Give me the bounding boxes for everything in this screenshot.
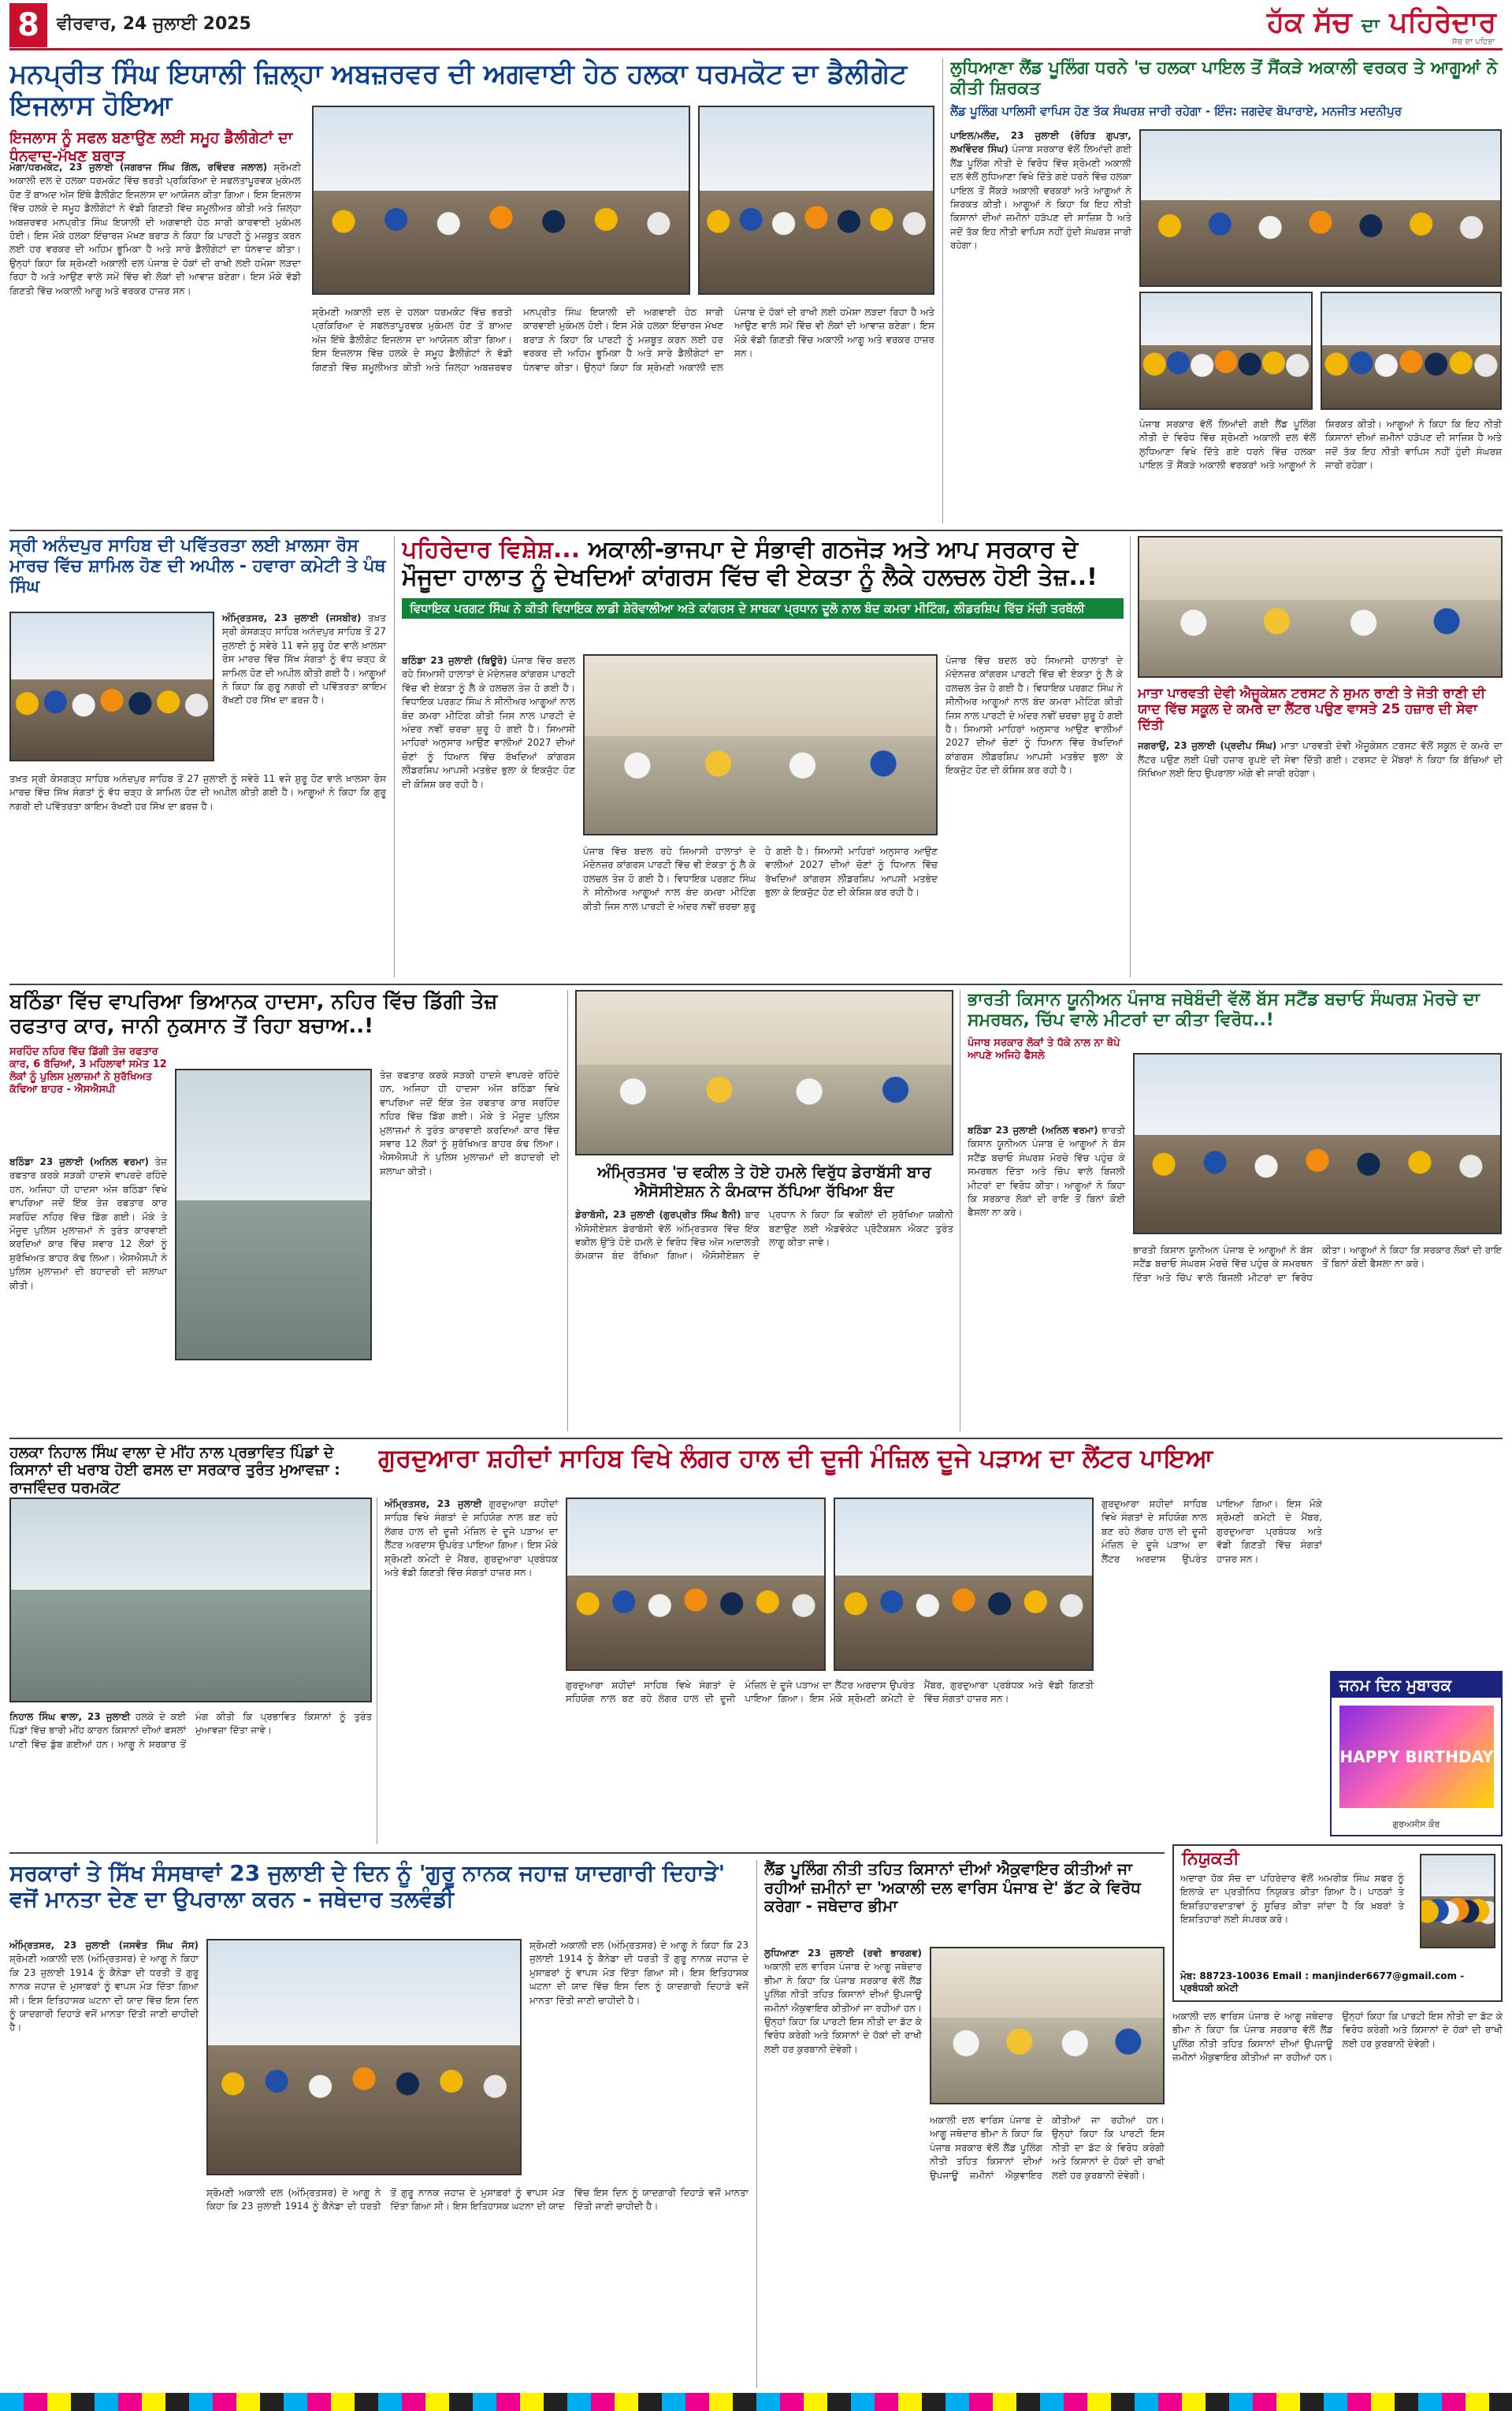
tagline: ਸੱਚ ਦਾ ਪਹਿਰਾ xyxy=(1451,38,1495,47)
photo-press-conference xyxy=(930,1947,1165,2104)
photo-meeting xyxy=(583,654,938,835)
headline: ਬਠਿੰਡਾ ਵਿੱਚ ਵਾਪਰਿਆ ਭਿਆਨਕ ਹਾਦਸਾ, ਨਹਿਰ ਵਿੱਚ ਡਿੱਗੀ ਤੇਜ਼ ਰਫਤਾਰ ਕਾਰ, ਜਾਨੀ ਨੁਕਸਾਨ ਤੋਂ ਰਿਹਾ ਬਚਾਅ..! xyxy=(9,990,498,1038)
photo-appointee xyxy=(1420,1854,1495,1948)
dateline: ਬਠਿੰਡਾ 23 ਜੁਲਾਈ (ਬਿਊਰੋ) xyxy=(402,655,507,666)
article-langar-headline xyxy=(378,1444,1503,1494)
body-continued: ਤੇਜ਼ ਰਫਤਾਰ ਕਰਕੇ ਸੜਕੀ ਹਾਦਸੇ ਵਾਪਰਦੇ ਰਹਿੰਦੇ ਹਨ, ਅਜਿਹਾ ਹੀ ਹਾਦਸਾ ਅੱਜ ਬਠਿੰਡਾ ਵਿਖੇ ਵਾਪਰਿਆ ਜਦੋਂ ਇੱਕ ਤੇਜ਼ ਰਫਤਾਰ ਕਾਰ ਸਰਹਿੰਦ ਨਹਿਰ ਵਿੱਚ ਡਿੱਗ ਗਈ। ਮੌਕੇ ਤੇ ਮੌਜੂਦ ਪੁਲਿਸ ਮੁਲਾਜ਼ਮਾਂ ਨੇ ਤੁਰੰਤ ਕਾਰਵਾਈ ਕਰਦਿਆਂ ਕਾਰ ਵਿੱਚ ਸਵਾਰ 12 ਲੋਕਾਂ ਨੂੰ ਸੁਰੱਖਿਅਤ ਬਾਹਰ ਕੱਢ ਲਿਆ। ਐਸਐਸਪੀ ਨੇ ਪੁਲਿਸ ਮੁਲਾਜ਼ਮਾਂ ਦੀ ਬਹਾਦਰੀ ਦੀ ਸ਼ਲਾਘਾ ਕੀਤੀ। xyxy=(380,1070,559,1177)
logo-mid: ਦਾ xyxy=(1362,14,1380,36)
dateline: ਬਠਿੰਡਾ 23 ਜੁਲਾਈ (ਅਨਿਲ ਵਰਮਾ) xyxy=(968,1125,1098,1136)
headline: ਅਕਾਲੀ-ਭਾਜਪਾ ਦੇ ਸੰਭਾਵੀ ਗਠਜੋੜ ਅਤੇ ਆਪ ਸਰਕਾਰ ਦੇ ਮੌਜੂਦਾ ਹਾਲਾਤ ਨੂੰ ਦੇਖਦਿਆਂ ਕਾਂਗਰਸ ਵਿੱਚ ਵੀ ਏਕਤਾ ਨੂੰ ਲੈਕੇ ਹਲਚਲ ਹੋਈ ਤੇਜ਼..! xyxy=(402,536,1098,592)
article-bar-association xyxy=(575,990,953,1431)
body: ਮਾਤਾ ਪਾਰਵਤੀ ਦੇਵੀ ਐਜੂਕੇਸ਼ਨ ਟਰਸਟ ਵੱਲੋਂ ਸਕੂਲ ਦੇ ਕਮਰੇ ਦਾ ਲੈਂਟਰ ਪਉਣ ਲਈ ਪੱਚੀ ਹਜ਼ਾਰ ਰੁਪਏ ਦੀ ਸੇਵਾ ਦਿੱਤੀ ਗਈ। ਟਰਸਟ ਦੇ ਮੈਂਬਰਾਂ ਨੇ ਕਿਹਾ ਕਿ ਬੱਚਿਆਂ ਦੀ ਸਿੱਖਿਆ ਲਈ ਇਹ ਉਪਰਾਲਾ ਅੱਗੇ ਵੀ ਜਾਰੀ ਰਹੇਗਾ। xyxy=(1138,740,1503,779)
body-continued: ਪੰਜਾਬ ਸਰਕਾਰ ਵੱਲੋਂ ਲਿਆਂਦੀ ਗਈ ਲੈਂਡ ਪੂਲਿੰਗ ਨੀਤੀ ਦੇ ਵਿਰੋਧ ਵਿੱਚ ਸ਼੍ਰੋਮਣੀ ਅਕਾਲੀ ਦਲ ਵੱਲੋਂ ਲੁਧਿਆਣਾ ਵਿਖੇ ਦਿੱਤੇ ਗਏ ਧਰਨੇ ਵਿੱਚ ਹਲਕਾ ਪਾਇਲ ਤੋਂ ਸੈਂਕੜੇ ਅਕਾਲੀ ਵਰਕਰਾਂ ਅਤੇ ਆਗੂਆਂ ਨੇ ਸ਼ਿਰਕਤ ਕੀਤੀ। ਆਗੂਆਂ ਨੇ ਕਿਹਾ ਕਿ ਇਹ ਨੀਤੀ ਕਿਸਾਨਾਂ ਦੀਆਂ ਜ਼ਮੀਨਾਂ ਹੜੱਪਣ ਦੀ ਸਾਜ਼ਿਸ਼ ਹੈ ਅਤੇ ਜਦੋਂ ਤੱਕ ਇਹ ਨੀਤੀ ਵਾਪਿਸ ਨਹੀਂ ਹੁੰਦੀ ਸੰਘਰਸ਼ ਜਾਰੀ ਰਹੇਗਾ। xyxy=(1139,419,1502,471)
article-land-pooling xyxy=(764,1860,1165,2388)
body-col-right: ਅਕਾਲੀ ਦਲ ਵਾਰਿਸ ਪੰਜਾਬ ਦੇ ਆਗੂ ਜਥੇਦਾਰ ਭੀਮਾ ਨੇ ਕਿਹਾ ਕਿ ਪੰਜਾਬ ਸਰਕਾਰ ਵੱਲੋਂ ਲੈਂਡ ਪੂਲਿੰਗ ਨੀਤੀ ਤਹਿਤ ਕਿਸਾਨਾਂ ਦੀਆਂ ਉਪਜਾਊ ਜ਼ਮੀਨਾਂ ਐਕੁਵਾਇਰ ਕੀਤੀਆਂ ਜਾ ਰਹੀਆਂ ਹਨ। ਉਨ੍ਹਾਂ ਕਿਹਾ ਕਿ ਪਾਰਟੀ ਇਸ ਨੀਤੀ ਦਾ ਡੱਟ ਕੇ ਵਿਰੋਧ ਕਰੇਗੀ ਅਤੇ ਕਿਸਾਨਾਂ ਦੇ ਹੱਕਾਂ ਦੀ ਰਾਖੀ ਲਈ ਹਰ ਕੁਰਬਾਨੀ ਦੇਵੇਗੀ। xyxy=(1172,2011,1503,2063)
photo-workers xyxy=(1321,292,1502,410)
headline: ਗੁਰਦੁਆਰਾ ਸ਼ਹੀਦਾਂ ਸਾਹਿਬ ਵਿਖੇ ਲੰਗਰ ਹਾਲ ਦੀ ਦੂਜੀ ਮੰਜ਼ਿਲ ਦੂਜੇ ਪੜਾਅ ਦਾ ਲੈਂਟਰ ਪਾਇਆ xyxy=(378,1444,1213,1473)
article-guru-nanak-jahaz xyxy=(9,1860,750,2388)
body: ਅਕਾਲੀ ਦਲ ਵਾਰਿਸ ਪੰਜਾਬ ਦੇ ਆਗੂ ਜਥੇਦਾਰ ਭੀਮਾ ਨੇ ਕਿਹਾ ਕਿ ਪੰਜਾਬ ਸਰਕਾਰ ਵੱਲੋਂ ਲੈਂਡ ਪੂਲਿੰਗ ਨੀਤੀ ਤਹਿਤ ਕਿਸਾਨਾਂ ਦੀਆਂ ਉਪਜਾਊ ਜ਼ਮੀਨਾਂ ਐਕੁਵਾਇਰ ਕੀਤੀਆਂ ਜਾ ਰਹੀਆਂ ਹਨ। ਉਨ੍ਹਾਂ ਕਿਹਾ ਕਿ ਪਾਰਟੀ ਇਸ ਨੀਤੀ ਦਾ ਡੱਟ ਕੇ ਵਿਰੋਧ ਕਰੇਗੀ ਅਤੇ ਕਿਸਾਨਾਂ ਦੇ ਹੱਕਾਂ ਦੀ ਰਾਖੀ ਲਈ ਹਰ ਕੁਰਬਾਨੀ ਦੇਵੇਗੀ। xyxy=(764,1961,922,2055)
body: ਗੁਰਦੁਆਰਾ ਸ਼ਹੀਦਾਂ ਸਾਹਿਬ ਵਿਖੇ ਸੰਗਤਾਂ ਦੇ ਸਹਿਯੋਗ ਨਾਲ ਬਣ ਰਹੇ ਲੰਗਰ ਹਾਲ ਦੀ ਦੂਜੀ ਮੰਜ਼ਿਲ ਦੇ ਦੂਜੇ ਪੜਾਅ ਦਾ ਲੈਂਟਰ ਅਰਦਾਸ ਉਪਰੰਤ ਪਾਇਆ ਗਿਆ। ਇਸ ਮੌਕੇ ਸ਼੍ਰੋਮਣੀ ਕਮੇਟੀ ਦੇ ਮੈਂਬਰ, ਗੁਰਦੁਆਰਾ ਪ੍ਰਬੰਧਕ ਅਤੇ ਵੱਡੀ ਗਿਣਤੀ ਵਿੱਚ ਸੰਗਤਾਂ ਹਾਜ਼ਰ ਸਨ। xyxy=(385,1498,558,1578)
dateline: ਬਠਿੰਡਾ 23 ਜੁਲਾਈ (ਅਨਿਲ ਵਰਮਾ) xyxy=(9,1156,149,1167)
logo-left: ਹੱਕ ਸੱਚ xyxy=(1267,6,1352,39)
dateline: ਲੁਧਿਆਣਾ 23 ਜੁਲਾਈ (ਰਵੀ ਭਾਰਗਵ) xyxy=(764,1948,922,1959)
photo-dharna xyxy=(1139,129,1502,287)
subhead: ਲੈਂਡ ਪੂਲਿੰਗ ਪਾਲਿਸੀ ਵਾਪਿਸ ਹੋਣ ਤੱਕ ਸੰਘਰਸ਼ ਜਾਰੀ ਰਹੇਗਾ - ਇੰਜ: ਜਗਦੇਵ ਬੋਪਾਰਾਏ, ਮਨਜੀਤ ਮਦਨੀਪੁਰ xyxy=(950,103,1402,118)
headline: ਸਰਕਾਰਾਂ ਤੇ ਸਿੱਖ ਸੰਸਥਾਵਾਂ 23 ਜੁਲਾਈ ਦੇ ਦਿਨ ਨੂੰ 'ਗੁਰੂ ਨਾਨਕ ਜਹਾਜ਼ ਯਾਦਗਾਰੀ ਦਿਹਾੜੇ' ਵਜੋਂ ਮਾਨਤਾ ਦੇਣ ਦਾ ਉਪਰਾਲਾ ਕਰਨ - ਜਥੇਦਾਰ ਤਲਵੰਡੀ xyxy=(9,1860,726,1913)
body-col3: ਸ਼੍ਰੋਮਣੀ ਅਕਾਲੀ ਦਲ (ਅੰਮ੍ਰਿਤਸਰ) ਦੇ ਆਗੂ ਨੇ ਕਿਹਾ ਕਿ 23 ਜੁਲਾਈ 1914 ਨੂੰ ਕੈਨੇਡਾ ਦੀ ਧਰਤੀ ਤੋਂ ਗੁਰੂ ਨਾਨਕ ਜਹਾਜ਼ ਦੇ ਮੁਸਾਫ਼ਰਾਂ ਨੂੰ ਵਾਪਸ ਮੋੜ ਦਿੱਤਾ ਗਿਆ ਸੀ। ਇਸ ਇਤਿਹਾਸਕ ਘਟਨਾ ਦੀ ਯਾਦ ਵਿੱਚ ਇਸ ਦਿਨ ਨੂੰ ਯਾਦਗਾਰੀ ਦਿਹਾੜੇ ਵਜੋਂ ਮਾਨਤਾ ਦਿੱਤੀ ਜਾਣੀ ਚਾਹੀਦੀ ਹੈ। xyxy=(529,1940,749,2006)
photo-car-canal xyxy=(175,1069,372,1360)
body: ਤਖ਼ਤ ਸ੍ਰੀ ਕੇਸਗੜ੍ਹ ਸਾਹਿਬ ਅਨੰਦਪੁਰ ਸਾਹਿਬ ਤੋਂ 27 ਜੁਲਾਈ ਨੂੰ ਸਵੇਰੇ 11 ਵਜੇ ਸ਼ੁਰੂ ਹੋਣ ਵਾਲੇ ਖ਼ਾਲਸਾ ਰੋਸ ਮਾਰਚ ਵਿੱਚ ਸਿੱਖ ਸੰਗਤਾਂ ਨੂੰ ਵੱਧ ਚੜ੍ਹ ਕੇ ਸ਼ਾਮਿਲ ਹੋਣ ਦੀ ਅਪੀਲ ਕੀਤੀ ਗਈ ਹੈ। ਆਗੂਆਂ ਨੇ ਕਿਹਾ ਕਿ ਗੁਰੂ ਨਗਰੀ ਦੀ ਪਵਿੱਤਰਤਾ ਕਾਇਮ ਰੱਖਣੀ ਹਰ ਸਿੱਖ ਦਾ ਫ਼ਰਜ਼ ਹੈ। xyxy=(222,612,386,706)
headline: ਮਾਤਾ ਪਾਰਵਤੀ ਦੇਵੀ ਐਜੂਕੇਸ਼ਨ ਟਰਸਟ ਨੇ ਸੁਮਨ ਰਾਣੀ ਤੇ ਜੋਤੀ ਰਾਣੀ ਦੀ ਯਾਦ ਵਿੱਚ ਸਕੂਲ ਦੇ ਕਮਰੇ ਦਾ ਲੈਂਟਰ ਪਉਣ ਵਾਸਤੇ 25 ਹਜ਼ਾਰ ਦੀ ਸੇਵਾ ਦਿੱਤੀ xyxy=(1138,686,1486,734)
article-dharamkot xyxy=(9,58,935,523)
article-anandpur xyxy=(9,536,388,977)
body: ਤੇਜ਼ ਰਫਤਾਰ ਕਰਕੇ ਸੜਕੀ ਹਾਦਸੇ ਵਾਪਰਦੇ ਰਹਿੰਦੇ ਹਨ, ਅਜਿਹਾ ਹੀ ਹਾਦਸਾ ਅੱਜ ਬਠਿੰਡਾ ਵਿਖੇ ਵਾਪਰਿਆ ਜਦੋਂ ਇੱਕ ਤੇਜ਼ ਰਫਤਾਰ ਕਾਰ ਸਰਹਿੰਦ ਨਹਿਰ ਵਿੱਚ ਡਿੱਗ ਗਈ। ਮੌਕੇ ਤੇ ਮੌਜੂਦ ਪੁਲਿਸ ਮੁਲਾਜ਼ਮਾਂ ਨੇ ਤੁਰੰਤ ਕਾਰਵਾਈ ਕਰਦਿਆਂ ਕਾਰ ਵਿੱਚ ਸਵਾਰ 12 ਲੋਕਾਂ ਨੂੰ ਸੁਰੱਖਿਅਤ ਬਾਹਰ ਕੱਢ ਲਿਆ। ਐਸਐਸਪੀ ਨੇ ਪੁਲਿਸ ਮੁਲਾਜ਼ਮਾਂ ਦੀ ਬਹਾਦਰੀ ਦੀ ਸ਼ਲਾਘਾ ਕੀਤੀ। xyxy=(9,1156,167,1291)
article-land-pooling-cont xyxy=(1172,2010,1503,2388)
birthday-name: ਗੁਰਅਸੀਸ ਕੌਰ xyxy=(1392,1819,1440,1829)
dateline: ਡੇਰਾਬੱਸੀ, 23 ਜੁਲਾਈ (ਗੁਰਪ੍ਰੀਤ ਸਿੰਘ ਬੈਨੀ) xyxy=(575,1209,741,1221)
color-registration-strip xyxy=(0,2393,1512,2411)
dateline: ਅੰਮ੍ਰਿਤਸਰ, 23 ਜੁਲਾਈ xyxy=(385,1498,482,1509)
newspaper-logo xyxy=(1267,6,1496,39)
body-continued: ਤਖ਼ਤ ਸ੍ਰੀ ਕੇਸਗੜ੍ਹ ਸਾਹਿਬ ਅਨੰਦਪੁਰ ਸਾਹਿਬ ਤੋਂ 27 ਜੁਲਾਈ ਨੂੰ ਸਵੇਰੇ 11 ਵਜੇ ਸ਼ੁਰੂ ਹੋਣ ਵਾਲੇ ਖ਼ਾਲਸਾ ਰੋਸ ਮਾਰਚ ਵਿੱਚ ਸਿੱਖ ਸੰਗਤਾਂ ਨੂੰ ਵੱਧ ਚੜ੍ਹ ਕੇ ਸ਼ਾਮਿਲ ਹੋਣ ਦੀ ਅਪੀਲ ਕੀਤੀ ਗਈ ਹੈ। ਆਗੂਆਂ ਨੇ ਕਿਹਾ ਕਿ ਗੁਰੂ ਨਗਰੀ ਦੀ ਪਵਿੱਤਰਤਾ ਕਾਇਮ ਰੱਖਣੀ ਹਰ ਸਿੱਖ ਦਾ ਫ਼ਰਜ਼ ਹੈ। xyxy=(9,773,386,812)
body-col3: ਪੰਜਾਬ ਵਿੱਚ ਬਦਲ ਰਹੇ ਸਿਆਸੀ ਹਾਲਾਤਾਂ ਦੇ ਮੱਦੇਨਜ਼ਰ ਕਾਂਗਰਸ ਪਾਰਟੀ ਵਿੱਚ ਵੀ ਏਕਤਾ ਨੂੰ ਲੈ ਕੇ ਹਲਚਲ ਤੇਜ਼ ਹੋ ਗਈ ਹੈ। ਵਿਧਾਇਕ ਪਰਗਟ ਸਿੰਘ ਨੇ ਸੀਨੀਅਰ ਆਗੂਆਂ ਨਾਲ ਬੰਦ ਕਮਰਾ ਮੀਟਿੰਗ ਕੀਤੀ ਜਿਸ ਨਾਲ ਪਾਰਟੀ ਦੇ ਅੰਦਰ ਨਵੀਂ ਚਰਚਾ ਸ਼ੁਰੂ ਹੋ ਗਈ ਹੈ। ਸਿਆਸੀ ਮਾਹਿਰਾਂ ਅਨੁਸਾਰ ਆਉਣ ਵਾਲੀਆਂ 2027 ਦੀਆਂ ਚੋਣਾਂ ਨੂੰ ਧਿਆਨ ਵਿੱਚ ਰੱਖਦਿਆਂ ਕਾਂਗਰਸ ਲੀਡਰਸ਼ਿਪ ਆਪਸੀ ਮਤਭੇਦ ਭੁਲਾ ਕੇ ਇਕਜੁੱਟ ਹੋਣ ਦੀ ਕੋਸ਼ਿਸ਼ ਕਰ ਰਹੀ ਹੈ। xyxy=(945,655,1123,776)
headline: ਮਨਪ੍ਰੀਤ ਸਿੰਘ ਇਯਾਲੀ ਜ਼ਿਲ੍ਹਾ ਅਬਜ਼ਰਵਰ ਦੀ ਅਗਵਾਈ ਹੇਠ ਹਲਕਾ ਧਰਮਕੋਟ ਦਾ ਡੈਲੀਗੇਟ ਇਜਲਾਸ ਹੋਇਆ xyxy=(9,58,907,122)
photo-flooded-field xyxy=(9,1498,372,1702)
photo-leaders xyxy=(1139,292,1313,410)
headline: ਸ੍ਰੀ ਅਨੰਦਪੁਰ ਸਾਹਿਬ ਦੀ ਪਵਿੱਤਰਤਾ ਲਈ ਖ਼ਾਲਸਾ ਰੋਸ ਮਾਰਚ ਵਿੱਚ ਸ਼ਾਮਿਲ ਹੋਣ ਦੀ ਅਪੀਲ - ਹਵਾਰਾ ਕਮੇਟੀ ਤੇ ਪੰਥ ਸਿੰਘ xyxy=(9,536,386,597)
body-continued: ਅਕਾਲੀ ਦਲ ਵਾਰਿਸ ਪੰਜਾਬ ਦੇ ਆਗੂ ਜਥੇਦਾਰ ਭੀਮਾ ਨੇ ਕਿਹਾ ਕਿ ਪੰਜਾਬ ਸਰਕਾਰ ਵੱਲੋਂ ਲੈਂਡ ਪੂਲਿੰਗ ਨੀਤੀ ਤਹਿਤ ਕਿਸਾਨਾਂ ਦੀਆਂ ਉਪਜਾਊ ਜ਼ਮੀਨਾਂ ਐਕੁਵਾਇਰ ਕੀਤੀਆਂ ਜਾ ਰਹੀਆਂ ਹਨ। ਉਨ੍ਹਾਂ ਕਿਹਾ ਕਿ ਪਾਰਟੀ ਇਸ ਨੀਤੀ ਦਾ ਡੱਟ ਕੇ ਵਿਰੋਧ ਕਰੇਗੀ ਅਤੇ ਕਿਸਾਨਾਂ ਦੇ ਹੱਕਾਂ ਦੀ ਰਾਖੀ ਲਈ ਹਰ ਕੁਰਬਾਨੀ ਦੇਵੇਗੀ। xyxy=(930,2115,1165,2181)
body: ਸ਼੍ਰੋਮਣੀ ਅਕਾਲੀ ਦਲ ਦੇ ਹਲਕਾ ਧਰਮਕੋਟ ਵਿੱਚ ਭਰਤੀ ਪ੍ਰਕਿਰਿਆ ਦੇ ਸਫਲਤਾਪੂਰਵਕ ਮੁਕੰਮਲ ਹੋਣ ਤੋਂ ਬਾਅਦ ਅੱਜ ਇੱਥੇ ਡੈਲੀਗੇਟ ਇਜਲਾਸ ਦਾ ਆਯੋਜਨ ਕੀਤਾ ਗਿਆ। ਇਸ ਇਜਲਾਸ ਵਿੱਚ ਹਲਕੇ ਦੇ ਸਮੂਹ ਡੈਲੀਗੇਟਾਂ ਨੇ ਵੱਡੀ ਗਿਣਤੀ ਵਿੱਚ ਸ਼ਮੂਲੀਅਤ ਕੀਤੀ ਅਤੇ ਜ਼ਿਲ੍ਹਾ ਅਬਜ਼ਰਵਰ ਮਨਪ੍ਰੀਤ ਸਿੰਘ ਇਯਾਲੀ ਦੀ ਅਗਵਾਈ ਹੇਠ ਸਾਰੀ ਕਾਰਵਾਈ ਮੁਕੰਮਲ ਹੋਈ। ਇਸ ਮੌਕੇ ਹਲਕਾ ਇੰਚਾਰਜ ਮੱਖਣ ਬਰਾੜ ਨੇ ਕਿਹਾ ਕਿ ਪਾਰਟੀ ਨੂੰ ਮਜ਼ਬੂਤ ਕਰਨ ਲਈ ਹਰ ਵਰਕਰ ਦੀ ਅਹਿਮ ਭੂਮਿਕਾ ਹੈ ਅਤੇ ਸਾਰੇ ਡੈਲੀਗੇਟਾਂ ਦਾ ਧੰਨਵਾਦ ਕੀਤਾ। ਉਨ੍ਹਾਂ ਕਿਹਾ ਕਿ ਸ਼੍ਰੋਮਣੀ ਅਕਾਲੀ ਦਲ ਪੰਜਾਬ ਦੇ ਹੱਕਾਂ ਦੀ ਰਾਖੀ ਲਈ ਹਮੇਸ਼ਾ ਲੜਦਾ ਰਿਹਾ ਹੈ ਅਤੇ ਆਉਣ ਵਾਲੇ ਸਮੇਂ ਵਿੱਚ ਵੀ ਲੋਕਾਂ ਦੀ ਆਵਾਜ਼ ਬਣੇਗਾ। ਇਸ ਮੌਕੇ ਵੱਡੀ ਗਿਣਤੀ ਵਿੱਚ ਅਕਾਲੀ ਆਗੂ ਅਤੇ ਵਰਕਰ ਹਾਜ਼ਰ ਸਨ। xyxy=(9,162,301,296)
photo-stage xyxy=(698,106,934,295)
appointment-phone: ਮੋਬ: 88723-10036 xyxy=(1180,1970,1269,1981)
subhead: ਪੰਜਾਬ ਸਰਕਾਰ ਲੋਕਾਂ ਤੇ ਧੱਕੇ ਨਾਲ ਨਾ ਥੋਪੇ ਆਪਣੇ ਅਜਿਹੇ ਫੈਸਲੇ xyxy=(968,1036,1120,1062)
body-continued: ਪੰਜਾਬ ਵਿੱਚ ਬਦਲ ਰਹੇ ਸਿਆਸੀ ਹਾਲਾਤਾਂ ਦੇ ਮੱਦੇਨਜ਼ਰ ਕਾਂਗਰਸ ਪਾਰਟੀ ਵਿੱਚ ਵੀ ਏਕਤਾ ਨੂੰ ਲੈ ਕੇ ਹਲਚਲ ਤੇਜ਼ ਹੋ ਗਈ ਹੈ। ਵਿਧਾਇਕ ਪਰਗਟ ਸਿੰਘ ਨੇ ਸੀਨੀਅਰ ਆਗੂਆਂ ਨਾਲ ਬੰਦ ਕਮਰਾ ਮੀਟਿੰਗ ਕੀਤੀ ਜਿਸ ਨਾਲ ਪਾਰਟੀ ਦੇ ਅੰਦਰ ਨਵੀਂ ਚਰਚਾ ਸ਼ੁਰੂ ਹੋ ਗਈ ਹੈ। ਸਿਆਸੀ ਮਾਹਿਰਾਂ ਅਨੁਸਾਰ ਆਉਣ ਵਾਲੀਆਂ 2027 ਦੀਆਂ ਚੋਣਾਂ ਨੂੰ ਧਿਆਨ ਵਿੱਚ ਰੱਖਦਿਆਂ ਕਾਂਗਰਸ ਲੀਡਰਸ਼ਿਪ ਆਪਸੀ ਮਤਭੇਦ ਭੁਲਾ ਕੇ ਇਕਜੁੱਟ ਹੋਣ ਦੀ ਕੋਸ਼ਿਸ਼ ਕਰ ਰਹੀ ਹੈ। xyxy=(583,846,938,912)
body-continued: ਸ਼੍ਰੋਮਣੀ ਅਕਾਲੀ ਦਲ ਦੇ ਹਲਕਾ ਧਰਮਕੋਟ ਵਿੱਚ ਭਰਤੀ ਪ੍ਰਕਿਰਿਆ ਦੇ ਸਫਲਤਾਪੂਰਵਕ ਮੁਕੰਮਲ ਹੋਣ ਤੋਂ ਬਾਅਦ ਅੱਜ ਇੱਥੇ ਡੈਲੀਗੇਟ ਇਜਲਾਸ ਦਾ ਆਯੋਜਨ ਕੀਤਾ ਗਿਆ। ਇਸ ਇਜਲਾਸ ਵਿੱਚ ਹਲਕੇ ਦੇ ਸਮੂਹ ਡੈਲੀਗੇਟਾਂ ਨੇ ਵੱਡੀ ਗਿਣਤੀ ਵਿੱਚ ਸ਼ਮੂਲੀਅਤ ਕੀਤੀ ਅਤੇ ਜ਼ਿਲ੍ਹਾ ਅਬਜ਼ਰਵਰ ਮਨਪ੍ਰੀਤ ਸਿੰਘ ਇਯਾਲੀ ਦੀ ਅਗਵਾਈ ਹੇਠ ਸਾਰੀ ਕਾਰਵਾਈ ਮੁਕੰਮਲ ਹੋਈ। ਇਸ ਮੌਕੇ ਹਲਕਾ ਇੰਚਾਰਜ ਮੱਖਣ ਬਰਾੜ ਨੇ ਕਿਹਾ ਕਿ ਪਾਰਟੀ ਨੂੰ ਮਜ਼ਬੂਤ ਕਰਨ ਲਈ ਹਰ ਵਰਕਰ ਦੀ ਅਹਿਮ ਭੂਮਿਕਾ ਹੈ ਅਤੇ ਸਾਰੇ ਡੈਲੀਗੇਟਾਂ ਦਾ ਧੰਨਵਾਦ ਕੀਤਾ। ਉਨ੍ਹਾਂ ਕਿਹਾ ਕਿ ਸ਼੍ਰੋਮਣੀ ਅਕਾਲੀ ਦਲ ਪੰਜਾਬ ਦੇ ਹੱਕਾਂ ਦੀ ਰਾਖੀ ਲਈ ਹਮੇਸ਼ਾ ਲੜਦਾ ਰਿਹਾ ਹੈ ਅਤੇ ਆਉਣ ਵਾਲੇ ਸਮੇਂ ਵਿੱਚ ਵੀ ਲੋਕਾਂ ਦੀ ਆਵਾਜ਼ ਬਣੇਗਾ। ਇਸ ਮੌਕੇ ਵੱਡੀ ਗਿਣਤੀ ਵਿੱਚ ਅਕਾਲੀ ਆਗੂ ਅਤੇ ਵਰਕਰ ਹਾਜ਼ਰ ਸਨ। xyxy=(312,307,934,373)
body: ਬਾਰ ਐਸੋਸੀਏਸ਼ਨ ਡੇਰਾਬੱਸੀ ਵੱਲੋਂ ਅੰਮ੍ਰਿਤਸਰ ਵਿੱਚ ਇੱਕ ਵਕੀਲ ਉੱਤੇ ਹੋਏ ਹਮਲੇ ਦੇ ਵਿਰੋਧ ਵਿੱਚ ਅੱਜ ਅਦਾਲਤੀ ਕੰਮਕਾਜ ਬੰਦ ਰੱਖਿਆ ਗਿਆ। ਐਸੋਸੀਏਸ਼ਨ ਦੇ ਪ੍ਰਧਾਨ ਨੇ ਕਿਹਾ ਕਿ ਵਕੀਲਾਂ ਦੀ ਸੁਰੱਖਿਆ ਯਕੀਨੀ ਬਣਾਉਣ ਲਈ ਐਡਵੋਕੇਟ ਪ੍ਰੋਟੈਕਸ਼ਨ ਐਕਟ ਤੁਰੰਤ ਲਾਗੂ ਕੀਤਾ ਜਾਵੇ। xyxy=(575,1209,953,1262)
article-bathinda-accident xyxy=(9,990,561,1431)
subhead: ਸਰਹਿੰਦ ਨਹਿਰ ਵਿੱਚ ਡਿੱਗੀ ਤੇਜ਼ ਰਫਤਾਰ ਕਾਰ, 6 ਬੱਚਿਆਂ, 3 ਮਹਿਲਾਵਾਂ ਸਮੇਤ 12 ਲੋਕਾਂ ਨੂੰ ਪੁਲਿਸ ਮੁਲਾਜ਼ਮਾਂ ਨੇ ਸੁਰੱਖਿਅਤ ਕੱਢਿਆ ਬਾਹਰ - ਐਸਐਸਪੀ xyxy=(9,1046,167,1096)
appointment-title: ਨਿਯੁਕਤੀ xyxy=(1182,1849,1239,1869)
article-congress-feature xyxy=(402,536,1124,977)
headline: ਭਾਰਤੀ ਕਿਸਾਨ ਯੂਨੀਅਨ ਪੰਜਾਬ ਜਥੇਬੰਦੀ ਵੱਲੋਂ ਬੱਸ ਸਟੈਂਡ ਬਚਾਓ ਸੰਘਰਸ਼ ਮੋਰਚੇ ਦਾ ਸਮਰਥਨ, ਚਿੱਪ ਵਾਲੇ ਮੀਟਰਾਂ ਦਾ ਕੀਤਾ ਵਿਰੋਧ..! xyxy=(968,990,1480,1030)
article-langar xyxy=(385,1498,1322,1844)
photo-trust-members xyxy=(1138,536,1503,678)
photo-sangat-2 xyxy=(834,1498,1094,1671)
body-continued: ਸ਼੍ਰੋਮਣੀ ਅਕਾਲੀ ਦਲ (ਅੰਮ੍ਰਿਤਸਰ) ਦੇ ਆਗੂ ਨੇ ਕਿਹਾ ਕਿ 23 ਜੁਲਾਈ 1914 ਨੂੰ ਕੈਨੇਡਾ ਦੀ ਧਰਤੀ ਤੋਂ ਗੁਰੂ ਨਾਨਕ ਜਹਾਜ਼ ਦੇ ਮੁਸਾਫ਼ਰਾਂ ਨੂੰ ਵਾਪਸ ਮੋੜ ਦਿੱਤਾ ਗਿਆ ਸੀ। ਇਸ ਇਤਿਹਾਸਕ ਘਟਨਾ ਦੀ ਯਾਦ ਵਿੱਚ ਇਸ ਦਿਨ ਨੂੰ ਯਾਦਗਾਰੀ ਦਿਹਾੜੇ ਵਜੋਂ ਮਾਨਤਾ ਦਿੱਤੀ ਜਾਣੀ ਚਾਹੀਦੀ ਹੈ। xyxy=(206,2187,749,2212)
masthead xyxy=(9,3,1503,50)
headline: ਅੰਮ੍ਰਿਤਸਰ 'ਚ ਵਕੀਲ ਤੇ ਹੋਏ ਹਮਲੇ ਵਿਰੁੱਧ ਡੇਰਾਬੱਸੀ ਬਾਰ ਐਸੋਸੀਏਸ਼ਨ ਨੇ ਕੰਮਕਾਜ ਠੱਪਿਆ ਰੱਖਿਆ ਬੰਦ xyxy=(597,1163,931,1200)
appointment-email: Email : manjinder6677@gmail.com xyxy=(1272,1970,1458,1981)
subhead: ਇਜਲਾਸ ਨੂੰ ਸਫਲ ਬਣਾਉਣ ਲਈ ਸਮੂਹ ਡੈਲੀਗੇਟਾਂ ਦਾ ਧੰਨਵਾਦ-ਮੱਖਣ ਬਰਾੜ xyxy=(9,129,293,166)
photo-lawyers xyxy=(575,990,953,1155)
dateline: ਅੰਮ੍ਰਿਤਸਰ, 23 ਜੁਲਾਈ (ਜਸਵੰਤ ਸਿੰਘ ਜੱਸ) xyxy=(9,1940,199,1951)
dateline: ਮੋਗਾ/ਧਰਮਕੋਟ, 23 ਜੁਲਾਈ (ਜਗਰਾਜ ਸਿੰਘ ਗਿੱਲ, ਰਵਿੰਦਰ ਜਲਾਲ) xyxy=(9,162,268,173)
appointment-body: ਅਦਾਰਾ ਹੱਕ ਸੱਚ ਦਾ ਪਹਿਰੇਦਾਰ ਵੱਲੋਂ ਅਮਰੀਕ ਸਿੰਘ ਸਫਰ ਨੂੰ ਇਲਾਕੇ ਦਾ ਪ੍ਰਤੀਨਿਧ ਨਿਯੁਕਤ ਕੀਤਾ ਗਿਆ ਹੈ। ਪਾਠਕਾਂ ਤੇ ਇਸ਼ਤਿਹਾਰਦਾਤਾਵਾਂ ਨੂੰ ਸੂਚਿਤ ਕੀਤਾ ਜਾਂਦਾ ਹੈ ਕਿ ਖ਼ਬਰਾਂ ਤੇ ਇਸ਼ਤਿਹਾਰਾਂ ਲਈ ਸੰਪਰਕ ਕਰੋ। xyxy=(1180,1873,1404,1925)
headline: ਹਲਕਾ ਨਿਹਾਲ ਸਿੰਘ ਵਾਲਾ ਦੇ ਮੀਂਹ ਨਾਲ ਪ੍ਰਭਾਵਿਤ ਪਿੰਡਾਂ ਦੇ ਕਿਸਾਨਾਂ ਦੀ ਖਰਾਬ ਹੋਈ ਫਸਲ ਦਾ ਸਰਕਾਰ ਤੁਰੰਤ ਮੁਆਵਜ਼ਾ : ਰਾਜਵਿੰਦਰ ਧਰਮਕੋਟ xyxy=(9,1444,340,1497)
article-payal xyxy=(950,58,1503,523)
logo-right: ਪਹਿਰੇਦਾਰ xyxy=(1389,6,1496,39)
dateline: ਜਗਰਾਉਂ, 23 ਜੁਲਾਈ (ਪ੍ਰਦੀਪ ਸਿੰਘ) xyxy=(1138,740,1277,752)
photo-sangat-1 xyxy=(566,1498,826,1671)
body-col-right: ਗੁਰਦੁਆਰਾ ਸ਼ਹੀਦਾਂ ਸਾਹਿਬ ਵਿਖੇ ਸੰਗਤਾਂ ਦੇ ਸਹਿਯੋਗ ਨਾਲ ਬਣ ਰਹੇ ਲੰਗਰ ਹਾਲ ਦੀ ਦੂਜੀ ਮੰਜ਼ਿਲ ਦੇ ਦੂਜੇ ਪੜਾਅ ਦਾ ਲੈਂਟਰ ਅਰਦਾਸ ਉਪਰੰਤ ਪਾਇਆ ਗਿਆ। ਇਸ ਮੌਕੇ ਸ਼੍ਰੋਮਣੀ ਕਮੇਟੀ ਦੇ ਮੈਂਬਰ, ਗੁਰਦੁਆਰਾ ਪ੍ਰਬੰਧਕ ਅਤੇ ਵੱਡੀ ਗਿਣਤੀ ਵਿੱਚ ਸੰਗਤਾਂ ਹਾਜ਼ਰ ਸਨ। xyxy=(1101,1498,1322,1565)
birthday-box xyxy=(1330,1671,1503,1836)
dateline: ਨਿਹਾਲ ਸਿੰਘ ਵਾਲਾ, 23 ਜੁਲਾਈ xyxy=(9,1711,131,1722)
photo-protest xyxy=(1133,1053,1502,1234)
page-number: 8 xyxy=(9,3,47,47)
dateline: ਪਾਇਲ/ਮਲੌਦ, 23 ਜੁਲਾਈ (ਰੋਹਿਤ ਗੁਪਤਾ, ਲਖਵਿੰਦਰ ਸਿੰਘ) xyxy=(950,130,1131,155)
body: ਸ਼੍ਰੋਮਣੀ ਅਕਾਲੀ ਦਲ (ਅੰਮ੍ਰਿਤਸਰ) ਦੇ ਆਗੂ ਨੇ ਕਿਹਾ ਕਿ 23 ਜੁਲਾਈ 1914 ਨੂੰ ਕੈਨੇਡਾ ਦੀ ਧਰਤੀ ਤੋਂ ਗੁਰੂ ਨਾਨਕ ਜਹਾਜ਼ ਦੇ ਮੁਸਾਫ਼ਰਾਂ ਨੂੰ ਵਾਪਸ ਮੋੜ ਦਿੱਤਾ ਗਿਆ ਸੀ। ਇਸ ਇਤਿਹਾਸਕ ਘਟਨਾ ਦੀ ਯਾਦ ਵਿੱਚ ਇਸ ਦਿਨ ਨੂੰ ਯਾਦਗਾਰੀ ਦਿਹਾੜੇ ਵਜੋਂ ਮਾਨਤਾ ਦਿੱਤੀ ਜਾਣੀ ਚਾਹੀਦੀ ਹੈ। xyxy=(9,1953,199,2033)
article-bku xyxy=(968,990,1503,1431)
photo-jathedar xyxy=(206,1939,522,2175)
body: ਪੰਜਾਬ ਸਰਕਾਰ ਵੱਲੋਂ ਲਿਆਂਦੀ ਗਈ ਲੈਂਡ ਪੂਲਿੰਗ ਨੀਤੀ ਦੇ ਵਿਰੋਧ ਵਿੱਚ ਸ਼੍ਰੋਮਣੀ ਅਕਾਲੀ ਦਲ ਵੱਲੋਂ ਲੁਧਿਆਣਾ ਵਿਖੇ ਦਿੱਤੇ ਗਏ ਧਰਨੇ ਵਿੱਚ ਹਲਕਾ ਪਾਇਲ ਤੋਂ ਸੈਂਕੜੇ ਅਕਾਲੀ ਵਰਕਰਾਂ ਅਤੇ ਆਗੂਆਂ ਨੇ ਸ਼ਿਰਕਤ ਕੀਤੀ। ਆਗੂਆਂ ਨੇ ਕਿਹਾ ਕਿ ਇਹ ਨੀਤੀ ਕਿਸਾਨਾਂ ਦੀਆਂ ਜ਼ਮੀਨਾਂ ਹੜੱਪਣ ਦੀ ਸਾਜ਼ਿਸ਼ ਹੈ ਅਤੇ ਜਦੋਂ ਤੱਕ ਇਹ ਨੀਤੀ ਵਾਪਿਸ ਨਹੀਂ ਹੁੰਦੀ ਸੰਘਰਸ਼ ਜਾਰੀ ਰਹੇਗਾ। xyxy=(950,143,1131,251)
body: ਭਾਰਤੀ ਕਿਸਾਨ ਯੂਨੀਅਨ ਪੰਜਾਬ ਦੇ ਆਗੂਆਂ ਨੇ ਬੱਸ ਸਟੈਂਡ ਬਚਾਓ ਸੰਘਰਸ਼ ਮੋਰਚੇ ਵਿੱਚ ਪਹੁੰਚ ਕੇ ਸਮਰਥਨ ਦਿੱਤਾ ਅਤੇ ਚਿੱਪ ਵਾਲੇ ਬਿਜਲੀ ਮੀਟਰਾਂ ਦਾ ਵਿਰੋਧ ਕੀਤਾ। ਆਗੂਆਂ ਨੇ ਕਿਹਾ ਕਿ ਸਰਕਾਰ ਲੋਕਾਂ ਦੀ ਰਾਇ ਤੋਂ ਬਿਨਾਂ ਕੋਈ ਫੈਸਲਾ ਨਾ ਕਰੇ। xyxy=(968,1125,1125,1219)
headline: ਲੈਂਡ ਪੂਲਿੰਗ ਨੀਤੀ ਤਹਿਤ ਕਿਸਾਨਾਂ ਦੀਆਂ ਐਕੁਵਾਇਰ ਕੀਤੀਆਂ ਜਾ ਰਹੀਆਂ ਜ਼ਮੀਨਾਂ ਦਾ 'ਅਕਾਲੀ ਦਲ ਵਾਰਿਸ ਪੰਜਾਬ ਦੇ' ਡੱਟ ਕੇ ਵਿਰੋਧ ਕਰੇਗਾ - ਜਥੇਦਾਰ ਭੀਮਾ xyxy=(764,1860,1141,1916)
appointment-box xyxy=(1172,1844,1503,2002)
appointment-signoff: - ਪ੍ਰਬੰਧਕੀ ਕਮੇਟੀ xyxy=(1180,1970,1465,1993)
birthday-title: ਜਨਮ ਦਿਨ ਮੁਬਾਰਕ xyxy=(1332,1672,1501,1698)
article-crop-damage xyxy=(9,1498,372,1844)
article-mata-parvati xyxy=(1138,536,1503,977)
body-continued: ਭਾਰਤੀ ਕਿਸਾਨ ਯੂਨੀਅਨ ਪੰਜਾਬ ਦੇ ਆਗੂਆਂ ਨੇ ਬੱਸ ਸਟੈਂਡ ਬਚਾਓ ਸੰਘਰਸ਼ ਮੋਰਚੇ ਵਿੱਚ ਪਹੁੰਚ ਕੇ ਸਮਰਥਨ ਦਿੱਤਾ ਅਤੇ ਚਿੱਪ ਵਾਲੇ ਬਿਜਲੀ ਮੀਟਰਾਂ ਦਾ ਵਿਰੋਧ ਕੀਤਾ। ਆਗੂਆਂ ਨੇ ਕਿਹਾ ਕਿ ਸਰਕਾਰ ਲੋਕਾਂ ਦੀ ਰਾਇ ਤੋਂ ਬਿਨਾਂ ਕੋਈ ਫੈਸਲਾ ਨਾ ਕਰੇ। xyxy=(1133,1245,1502,1283)
photo-delegates xyxy=(312,106,690,295)
subhead: ਵਿਧਾਇਕ ਪਰਗਟ ਸਿੰਘ ਨੇ ਕੀਤੀ ਵਿਧਾਇਕ ਲਾਡੀ ਸ਼ੇਰੋਵਾਲੀਆ ਅਤੇ ਕਾਂਗਰਸ ਦੇ ਸਾਬਕਾ ਪ੍ਰਧਾਨ ਦੂਲੋ ਨਾਲ ਬੰਦ ਕਮਰਾ ਮੀਟਿੰਗ, ਲੀਡਰਸ਼ਿਪ ਵਿੱਚ ਮੱਚੀ ਤਰਥੱਲੀ xyxy=(402,598,1124,619)
birthday-card: HAPPY BIRTHDAY xyxy=(1339,1706,1494,1808)
headline: ਲੁਧਿਆਣਾ ਲੈਂਡ ਪੂਲਿੰਗ ਧਰਨੇ 'ਚ ਹਲਕਾ ਪਾਇਲ ਤੋਂ ਸੈਂਕੜੇ ਅਕਾਲੀ ਵਰਕਰ ਤੇ ਆਗੂਆਂ ਨੇ ਕੀਤੀ ਸ਼ਿਰਕਤ xyxy=(950,58,1498,99)
body: ਪੰਜਾਬ ਵਿੱਚ ਬਦਲ ਰਹੇ ਸਿਆਸੀ ਹਾਲਾਤਾਂ ਦੇ ਮੱਦੇਨਜ਼ਰ ਕਾਂਗਰਸ ਪਾਰਟੀ ਵਿੱਚ ਵੀ ਏਕਤਾ ਨੂੰ ਲੈ ਕੇ ਹਲਚਲ ਤੇਜ਼ ਹੋ ਗਈ ਹੈ। ਵਿਧਾਇਕ ਪਰਗਟ ਸਿੰਘ ਨੇ ਸੀਨੀਅਰ ਆਗੂਆਂ ਨਾਲ ਬੰਦ ਕਮਰਾ ਮੀਟਿੰਗ ਕੀਤੀ ਜਿਸ ਨਾਲ ਪਾਰਟੀ ਦੇ ਅੰਦਰ ਨਵੀਂ ਚਰਚਾ ਸ਼ੁਰੂ ਹੋ ਗਈ ਹੈ। ਸਿਆਸੀ ਮਾਹਿਰਾਂ ਅਨੁਸਾਰ ਆਉਣ ਵਾਲੀਆਂ 2027 ਦੀਆਂ ਚੋਣਾਂ ਨੂੰ ਧਿਆਨ ਵਿੱਚ ਰੱਖਦਿਆਂ ਕਾਂਗਰਸ ਲੀਡਰਸ਼ਿਪ ਆਪਸੀ ਮਤਭੇਦ ਭੁਲਾ ਕੇ ਇਕਜੁੱਟ ਹੋਣ ਦੀ ਕੋਸ਼ਿਸ਼ ਕਰ ਰਹੀ ਹੈ। xyxy=(402,655,575,790)
edition-date: ਵੀਰਵਾਰ, 24 ਜੁਲਾਈ 2025 xyxy=(57,14,251,34)
kicker: ਪਹਿਰੇਦਾਰ ਵਿਸ਼ੇਸ਼... xyxy=(402,536,581,564)
dateline: ਅੰਮ੍ਰਿਤਸਰ, 23 ਜੁਲਾਈ (ਜਸਬੀਰ) xyxy=(222,612,362,623)
photo-sikh-leaders xyxy=(9,612,214,761)
body: ਹਲਕੇ ਦੇ ਕਈ ਪਿੰਡਾਂ ਵਿੱਚ ਭਾਰੀ ਮੀਂਹ ਕਾਰਨ ਕਿਸਾਨਾਂ ਦੀਆਂ ਫਸਲਾਂ ਪਾਣੀ ਵਿੱਚ ਡੁੱਬ ਗਈਆਂ ਹਨ। ਆਗੂ ਨੇ ਸਰਕਾਰ ਤੋਂ ਮੰਗ ਕੀਤੀ ਕਿ ਪ੍ਰਭਾਵਿਤ ਕਿਸਾਨਾਂ ਨੂੰ ਤੁਰੰਤ ਮੁਆਵਜ਼ਾ ਦਿੱਤਾ ਜਾਵੇ। xyxy=(9,1711,372,1750)
body-continued: ਗੁਰਦੁਆਰਾ ਸ਼ਹੀਦਾਂ ਸਾਹਿਬ ਵਿਖੇ ਸੰਗਤਾਂ ਦੇ ਸਹਿਯੋਗ ਨਾਲ ਬਣ ਰਹੇ ਲੰਗਰ ਹਾਲ ਦੀ ਦੂਜੀ ਮੰਜ਼ਿਲ ਦੇ ਦੂਜੇ ਪੜਾਅ ਦਾ ਲੈਂਟਰ ਅਰਦਾਸ ਉਪਰੰਤ ਪਾਇਆ ਗਿਆ। ਇਸ ਮੌਕੇ ਸ਼੍ਰੋਮਣੀ ਕਮੇਟੀ ਦੇ ਮੈਂਬਰ, ਗੁਰਦੁਆਰਾ ਪ੍ਰਬੰਧਕ ਅਤੇ ਵੱਡੀ ਗਿਣਤੀ ਵਿੱਚ ਸੰਗਤਾਂ ਹਾਜ਼ਰ ਸਨ। xyxy=(566,1680,1094,1705)
